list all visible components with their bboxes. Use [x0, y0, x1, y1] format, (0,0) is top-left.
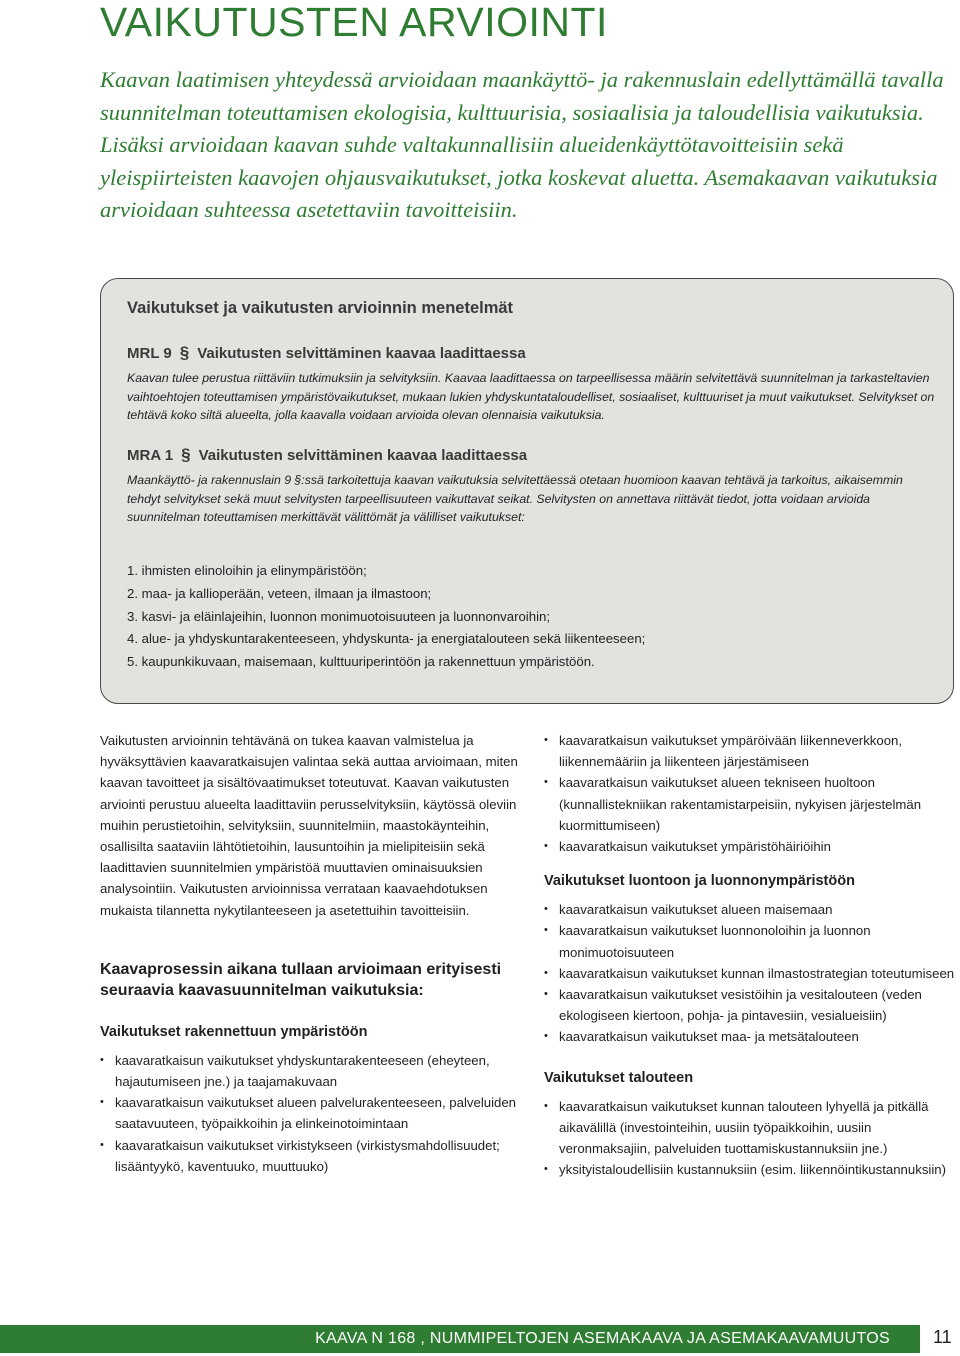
footer-title: KAAVA N 168 , NUMMIPELTOJEN ASEMAKAAVA JA ASEMAKAAVAMUUTOS — [315, 1330, 890, 1347]
mrl-code: MRL 9 — [127, 344, 172, 362]
list-item: • kaavaratkaisun vaikutukset alueen maisemaan — [544, 899, 956, 920]
list-item: • kaavaratkaisun vaikutukset virkistykseen (virkistysmahdollisuudet; lisääntyykö, kaventuuko, muuttuuko) — [100, 1135, 520, 1177]
list-item: • kaavaratkaisun vaikutukset ympäristöhäiriöihin — [544, 836, 956, 857]
mra-code: MRA 1 — [127, 446, 174, 464]
left-column — [100, 730, 520, 1177]
page-footer — [0, 1325, 960, 1353]
section-heading: Kaavaprosessin aikana tullaan arvioimaan erityisesti seuraavia kaavasuunnitelman vaikutuksia: — [100, 960, 502, 1000]
list-item: • yksityistaloudellisiin kustannuksiin (esim. liikennöintikustannuksiin) — [544, 1159, 956, 1180]
body-paragraph: Vaikutusten arvioinnin tehtävänä on tukea kaavan valmistelua ja hyväksyttävien kaavaratkaisujen valintaa sekä auttaa arvioimaan, miten kaavan tavoitteet ja sisältövaatimukset toteutuvat. Kaavan vaikutusten arviointi perustuu alueelta laadittaviin perusselvityksiin, käytössä oleviin muihin perustietoihin, selvityksiin, suunnitelmiin, maastokäynteihin, osallisilta saataviin lähtötietoihin, lausuntoihin ja mielipiteisiin sekä laadittavien suunnitelmien ympäristöä muuttavien ominaisuuksien analysointiin. Vaikutusten arvioinnissa verrataan kaavaehdotuksen mukaista tilannetta nykytilanteeseen ja asetettuihin tavoitteisiin. — [100, 733, 518, 918]
mrl-text: Kaavan tulee perustua riittäviin tutkimuksiin ja selvityksiin. Kaavaa laadittaessa on tarpeellisessa määrin selvitettävä suunnitelman ja tarkasteltavien vaihtoehtojen toteuttamisen ympäristövaikutukset, mukaan lukien yhdyskuntataloudelliset, sosiaaliset, kulttuuriset ja muut vaikutukset. Selvitykset on tehtävä koko siltä alueelta, jolla kaavalla voidaan arvioida olevan olennaisia vaikutuksia. — [127, 371, 935, 423]
mrl-heading — [127, 343, 526, 363]
list-item: 4. alue- ja yhdyskuntarakenteeseen, yhdyskunta- ja energiatalouteen sekä liikenteeseen; — [127, 631, 646, 647]
bullet-list — [544, 730, 956, 857]
mra-text: Maankäyttö- ja rakennuslain 9 §:ssä tarkoitettuja kaavan vaikutuksia selvitettäessä otetaan huomioon kaavan tehtävä ja tarkoitus, aikaisemmin tehdyt selvitykset sekä muut selvitysten tarpeellisuuteen vaikuttavat seikat. Selvitysten on annettava riittävät tiedot, jotta voidaan arvioida suunnitelman toteuttamisen merkittävät välittömät ja välilliset vaikutukset: — [127, 473, 903, 525]
list-item: 2. maa- ja kallioperään, veteen, ilmaan ja ilmastoon; — [127, 585, 432, 601]
list-item: • kaavaratkaisun vaikutukset kunnan ilmastostrategian toteutumiseen — [544, 963, 956, 984]
mra-heading — [127, 445, 527, 465]
list-item: • kaavaratkaisun vaikutukset alueen palvelurakenteeseen, palveluiden saatavuuteen, työpaikkoihin ja elinkeinotoimintaan — [100, 1092, 520, 1134]
mrl-title: Vaikutusten selvittäminen kaavaa laadittaessa — [197, 344, 526, 362]
list-item: 3. kasvi- ja eläinlajeihin, luonnon monimuotoisuuteen ja luonnonvaroihin; — [127, 608, 551, 624]
page-title: VAIKUTUSTEN ARVIOINTI — [100, 0, 608, 45]
section-sign-icon: § — [179, 343, 190, 362]
subheading-nature: Vaikutukset luontoon ja luonnonympäristöön — [544, 873, 855, 890]
box-heading: Vaikutukset ja vaikutusten arvioinnin menetelmät — [127, 299, 514, 317]
bullet-list — [544, 1096, 956, 1181]
intro-paragraph: Kaavan laatimisen yhteydessä arvioidaan maankäyttö- ja rakennuslain edellyttämällä tavalla suunnitelman toteuttamisen ekologisia, kulttuurisia, sosiaalisia ja taloudellisia vaikutuksia. Lisäksi arvioidaan kaavan suhde valtakunnallisiin alueidenkäyttötavoitteisiin sekä yleispiirteisten kaavojen ohjausvaikutukset, jotka koskevat aluetta. Asemakaavan vaikutuksia arvioidaan suhteessa asetettaviin tavoitteisiin. — [100, 67, 944, 222]
list-item: • kaavaratkaisun vaikutukset luonnonoloihin ja luonnon monimuotoisuuteen — [544, 920, 956, 962]
list-item: 5. kaupunkikuvaan, maisemaan, kulttuuriperintöön ja rakennettuun ympäristöön. — [127, 654, 595, 670]
subheading-economy: Vaikutukset talouteen — [544, 1069, 694, 1086]
list-item: • kaavaratkaisun vaikutukset maa- ja metsätalouteen — [544, 1026, 956, 1047]
subheading-built-environment: Vaikutukset rakennettuun ympäristöön — [100, 1023, 368, 1040]
list-item: • kaavaratkaisun vaikutukset ympäröivään liikenneverkkoon, liikennemääriin ja liikenteen järjestämiseen — [544, 730, 956, 772]
list-item: • kaavaratkaisun vaikutukset alueen tekniseen huoltoon (kunnallistekniikan rakentamistarpeisiin, nykyisen järjestelmän kuormittumiseen) — [544, 772, 956, 836]
list-item: 1. ihmisten elinoloihin ja elinympäristöön; — [127, 563, 367, 578]
list-item: • kaavaratkaisun vaikutukset vesistöihin ja vesitalouteen (veden ekologiseen kiertoon, pohja- ja pintavesiin, vesialueisiin) — [544, 984, 956, 1026]
bullet-list — [100, 1050, 520, 1177]
page-number: 11 — [933, 1327, 952, 1347]
list-item: • kaavaratkaisun vaikutukset kunnan talouteen lyhyellä ja pitkällä aikavälillä (investointeihin, uusiin työpaikkoihin, uusiin veronmaksajiin, palveluiden tuottamiskustannuksiin jne.) — [544, 1096, 956, 1160]
bullet-list — [544, 899, 956, 1047]
right-column — [544, 730, 956, 1180]
section-sign-icon: § — [181, 445, 191, 464]
impact-list — [127, 560, 645, 674]
mra-title: Vaikutusten selvittäminen kaavaa laadittaessa — [198, 446, 528, 464]
list-item: • kaavaratkaisun vaikutukset yhdyskuntarakenteeseen (eheyteen, hajautumiseen jne.) ja taajamakuvaan — [100, 1050, 520, 1092]
law-info-box — [100, 278, 954, 704]
footer-bar — [0, 1325, 920, 1353]
